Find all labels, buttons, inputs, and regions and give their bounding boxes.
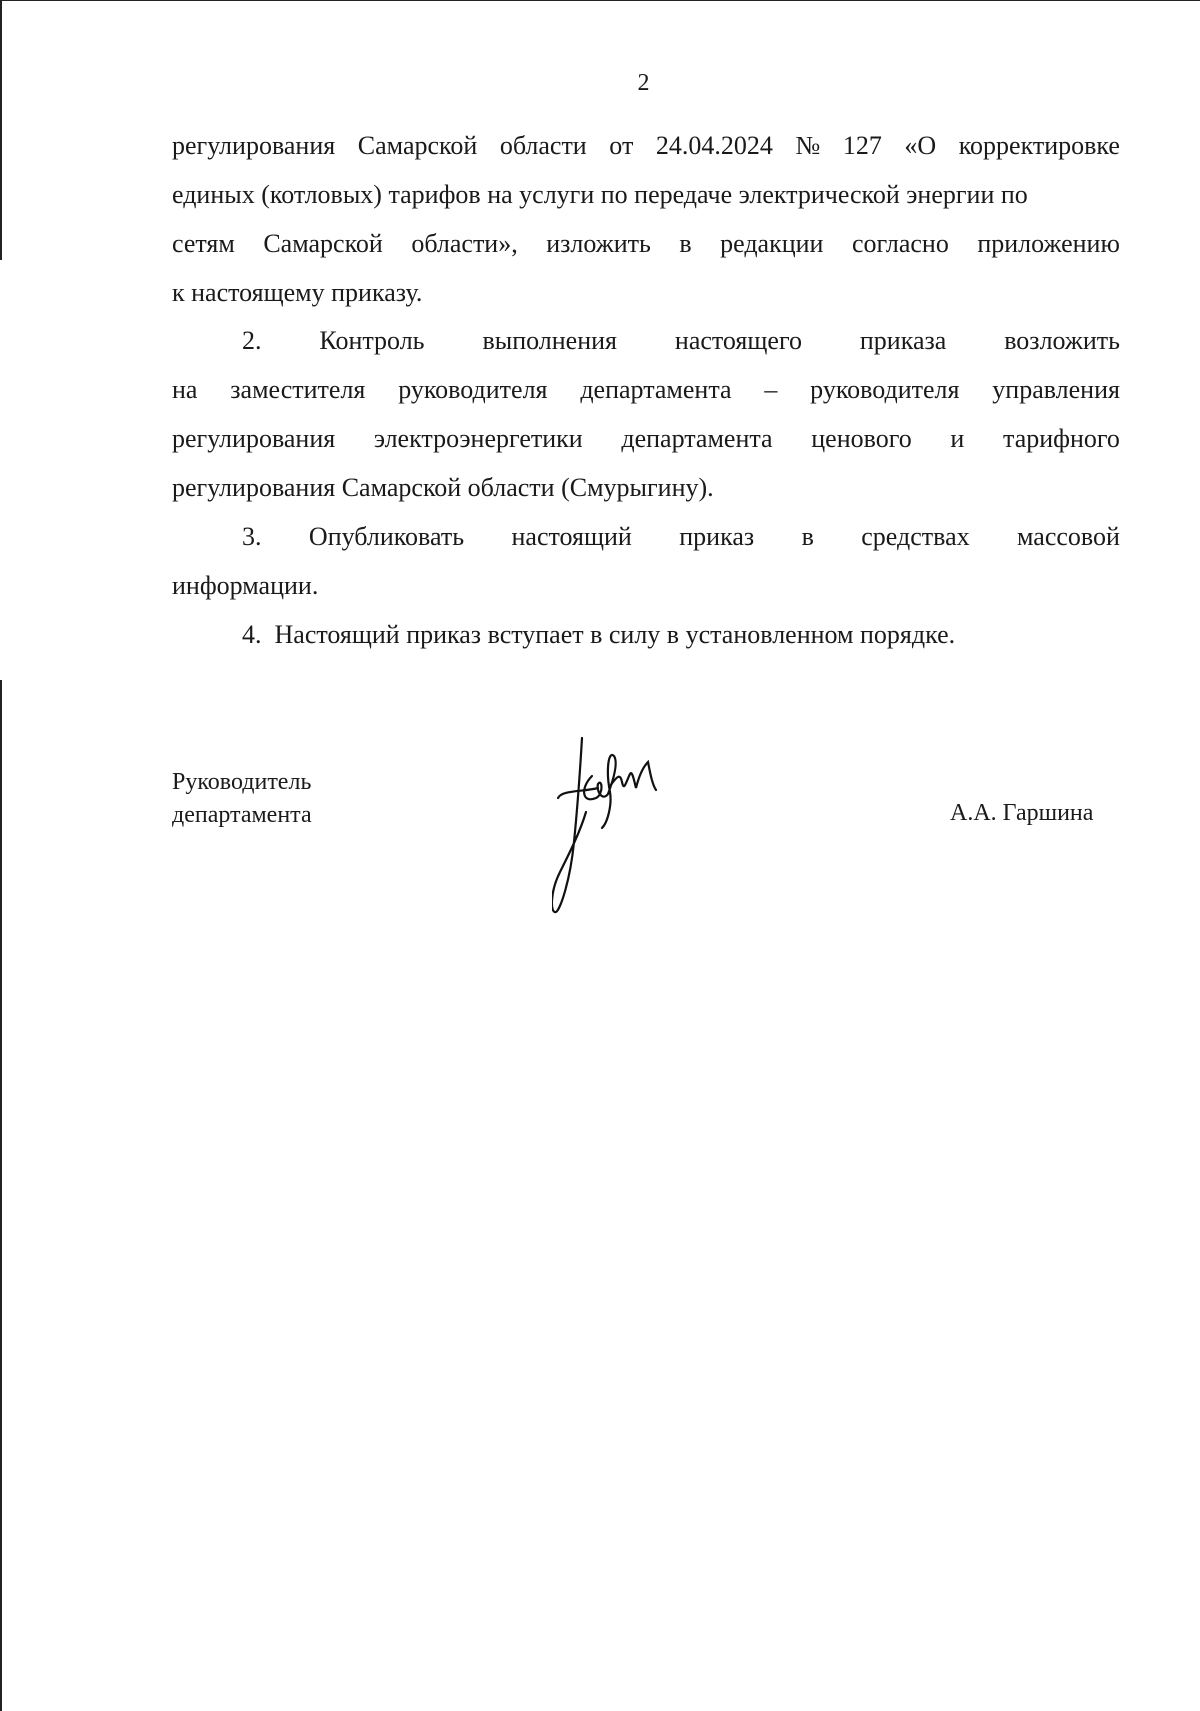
word: Самарской: [263, 229, 383, 258]
paragraph-1-line: [172, 121, 1120, 170]
word: 24.04.2024: [655, 131, 773, 160]
word: редакции: [720, 229, 824, 258]
word: информации.: [172, 571, 319, 600]
word: №: [795, 131, 821, 160]
signatory-position: [172, 766, 312, 832]
word: управления: [992, 375, 1120, 404]
page-number: 2: [637, 70, 650, 96]
word: и: [950, 424, 965, 453]
word: возложить: [1004, 326, 1120, 355]
scan-border-left: [0, 0, 2, 260]
word: руководителя: [810, 375, 960, 404]
paragraph-1-line: [172, 219, 1120, 268]
word: корректировке: [958, 131, 1120, 160]
paragraph-1-line: [172, 268, 1120, 317]
word: 2.: [242, 326, 262, 355]
word: Опубликовать: [308, 522, 465, 551]
word: средствах: [861, 522, 970, 551]
paragraph-3-line: [172, 561, 1120, 610]
word: тарифного: [1003, 424, 1120, 453]
word: сетям: [172, 229, 235, 258]
signatory-name: А.А. Гаршина: [950, 800, 1094, 826]
handwritten-signature: [552, 732, 662, 922]
paragraph-4-text: 4. Настоящий приказ вступает в силу в установленном порядке.: [242, 620, 956, 649]
word: приложению: [977, 229, 1120, 258]
paragraph-4: [172, 610, 1120, 659]
word: ценового: [811, 424, 912, 453]
position-line-2: департамента: [172, 802, 312, 828]
word: –: [764, 375, 778, 404]
paragraph-3-line: [172, 512, 1120, 561]
word: массовой: [1017, 522, 1120, 551]
word: Самарской: [357, 131, 478, 160]
word: департамента: [621, 424, 773, 453]
scan-border-left-lower: [0, 680, 2, 1711]
word: в: [801, 522, 814, 551]
word: к настоящему приказу.: [172, 278, 423, 307]
paragraph-2-line: [172, 316, 1120, 365]
paragraph-3: [172, 512, 1120, 610]
word: на: [172, 375, 198, 404]
word: от: [609, 131, 634, 160]
word: выполнения: [482, 326, 617, 355]
word: руководителя: [398, 375, 548, 404]
word: настоящий: [511, 522, 632, 551]
word: регулирования: [172, 424, 336, 453]
paragraph-2: [172, 316, 1120, 512]
word: департамента: [580, 375, 732, 404]
word: заместителя: [230, 375, 366, 404]
word: области»,: [411, 229, 518, 258]
word: Контроль: [319, 326, 425, 355]
word: 127: [842, 131, 882, 160]
position-line-1: Руководитель: [172, 769, 312, 795]
word: единых (котловых) тарифов на услуги по передаче электрической энергии по: [172, 180, 1028, 209]
paragraph-2-line: [172, 365, 1120, 414]
word: «О: [904, 131, 937, 160]
word: регулирования: [172, 131, 336, 160]
word: приказ: [679, 522, 755, 551]
word: настоящего: [674, 326, 802, 355]
word: изложить: [546, 229, 651, 258]
word: электроэнергетики: [373, 424, 583, 453]
paragraph-1-line: [172, 170, 1120, 219]
word: приказа: [859, 326, 947, 355]
word: согласно: [851, 229, 949, 258]
word: 3.: [242, 522, 262, 551]
word: в: [679, 229, 692, 258]
scan-border-top: [0, 0, 1200, 1]
word: области: [499, 131, 587, 160]
word: регулирования Самарской области (Смурыгину).: [172, 473, 714, 502]
paragraph-2-line: [172, 463, 1120, 512]
paragraph-2-line: [172, 414, 1120, 463]
paragraph-1: [172, 121, 1120, 317]
